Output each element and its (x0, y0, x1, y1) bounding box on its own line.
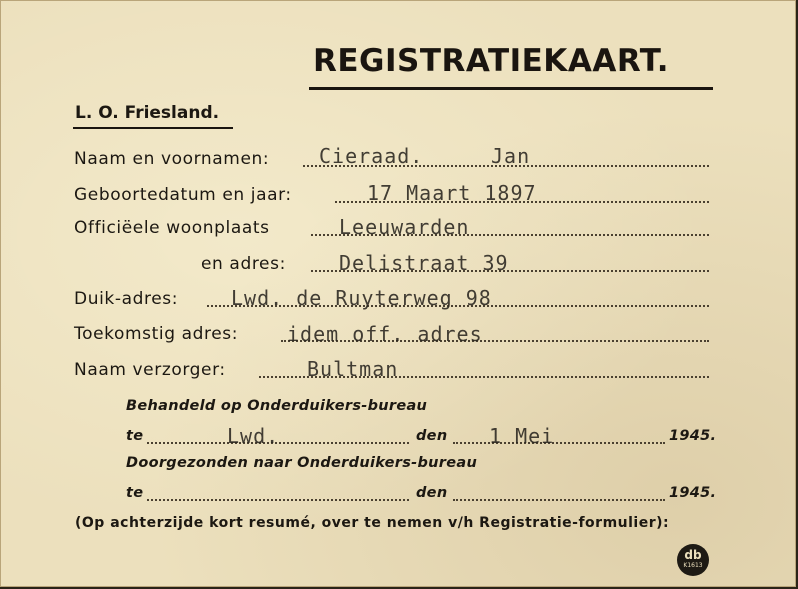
behandeld-te-label: te (126, 428, 144, 444)
behandeld-den-value: 1 Mei (489, 424, 555, 448)
label-duikadres: Duik-adres: (74, 289, 179, 309)
value-verzorger: Bultman (307, 357, 399, 381)
label-geboortedatum: Geboortedatum en jaar: (74, 185, 292, 205)
doorgezonden-den-label: den (416, 485, 448, 501)
value-naam: Cieraad. (319, 144, 424, 168)
organisation-name: L. O. Friesland. (75, 103, 220, 123)
label-verzorger: Naam verzorger: (74, 360, 226, 380)
doorgezonden-te-label: te (126, 485, 144, 501)
stamp-top-text: db (684, 548, 702, 562)
behandeld-den-label: den (416, 428, 448, 444)
value-voornaam: Jan (491, 144, 531, 168)
behandeld-year: 1945. (669, 428, 717, 444)
label-toekomstig-adres: Toekomstig adres: (74, 324, 239, 344)
value-geboortedatum: 17 Maart 1897 (367, 181, 537, 205)
value-woonplaats: Leeuwarden (339, 215, 470, 239)
value-adres: Delistraat 39 (339, 251, 509, 275)
stamp-bottom-text: K1613 (683, 562, 703, 569)
behandeld-te-value: Lwd. (227, 424, 280, 448)
label-woonplaats: Officiëele woonplaats (74, 218, 270, 238)
behandeld-den-line (453, 442, 665, 444)
behandeld-heading: Behandeld op Onderduikers-bureau (126, 398, 428, 414)
organisation-underline (73, 127, 233, 129)
card-title: REGISTRATIEKAART. (313, 43, 670, 79)
doorgezonden-year: 1945. (669, 485, 717, 501)
label-naam: Naam en voornamen: (74, 149, 270, 169)
doorgezonden-heading: Doorgezonden naar Onderduikers-bureau (126, 455, 478, 471)
printer-stamp-icon (677, 544, 709, 576)
value-duikadres: Lwd. de Ruyterweg 98 (231, 286, 492, 310)
value-toekomstig-adres: idem off. adres (287, 322, 483, 346)
doorgezonden-te-line (147, 499, 409, 501)
title-underline (309, 87, 713, 90)
label-adres: en adres: (201, 254, 286, 274)
doorgezonden-den-line (453, 499, 665, 501)
footer-note: (Op achterzijde kort resumé, over te nemen v/h Registratie-formulier): (75, 515, 670, 531)
